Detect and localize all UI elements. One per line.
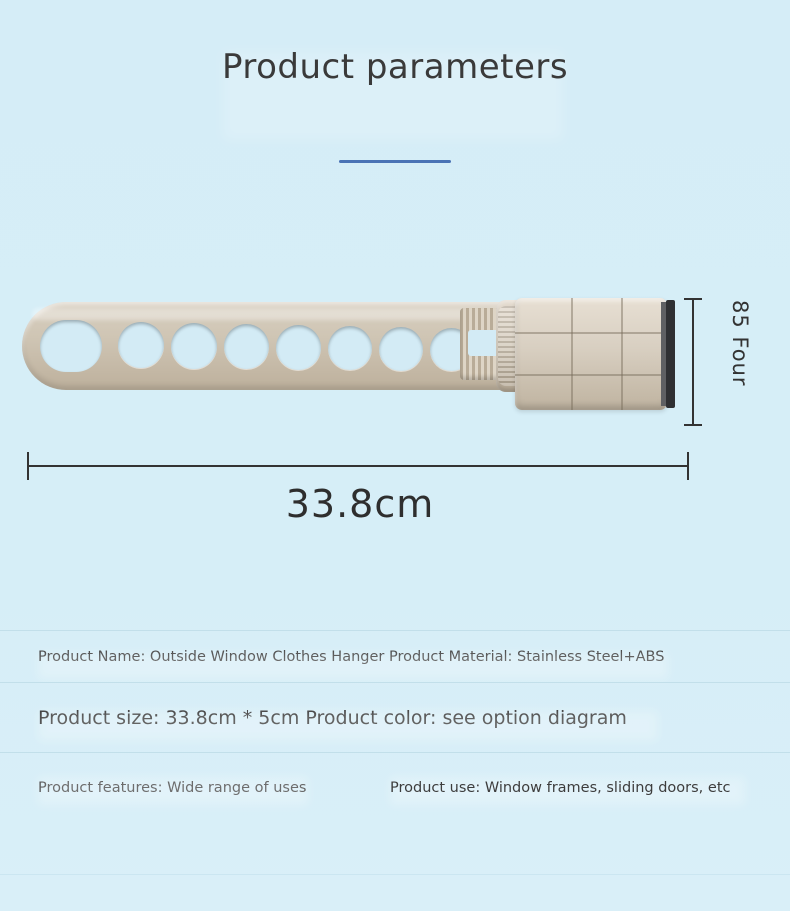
spec-size-color-text: Product size: 33.8cm * 5cm Product color: see option diagram — [38, 706, 627, 729]
clamp-seam — [515, 374, 667, 376]
hanger-arm — [22, 302, 522, 390]
clamp-seam — [621, 298, 623, 410]
width-dimension-cap-right — [687, 452, 689, 480]
hanger-hole — [118, 322, 164, 368]
hanger-hole — [224, 324, 269, 369]
width-dimension-cap-left — [27, 452, 29, 480]
width-dimension-label: 33.8cm — [285, 482, 435, 526]
spec-name-material-text: Product Name: Outside Window Clothes Hanger Product Material: Stainless Steel+ABS — [38, 648, 665, 665]
clamp-rubber-edge — [666, 300, 675, 408]
hanger-clamp — [515, 298, 675, 410]
page-footer — [0, 874, 790, 911]
height-dimension-label: 85 Four — [728, 300, 752, 387]
width-dimension-line — [28, 465, 688, 467]
hanger-hole — [379, 327, 423, 371]
clamp-seam — [571, 298, 573, 410]
height-dimension-line — [692, 298, 694, 426]
page-title: Product parameters — [221, 47, 569, 87]
hanger-arm-slot — [40, 320, 102, 372]
hanger-arm-highlight — [32, 308, 512, 320]
clamp-seam — [515, 332, 667, 334]
clamp-body — [515, 298, 667, 410]
hanger-hole — [171, 323, 217, 369]
height-dimension-cap-bottom — [684, 424, 702, 426]
spec-row-features-use — [0, 752, 790, 822]
clamp-rubber-edge-inner — [661, 302, 666, 406]
spec-table — [0, 630, 790, 822]
title-underline — [339, 160, 451, 163]
header — [0, 44, 790, 90]
spec-features-text: Product features: Wide range of uses — [38, 779, 307, 796]
product-diagram — [0, 240, 790, 580]
hanger-hole — [276, 325, 321, 370]
spec-row-name-material — [0, 630, 790, 682]
spec-use-text: Product use: Window frames, sliding doors, etc — [390, 779, 731, 796]
height-dimension-cap-top — [684, 298, 702, 300]
spec-row-size-color — [0, 682, 790, 752]
hanger-hole — [328, 326, 372, 370]
